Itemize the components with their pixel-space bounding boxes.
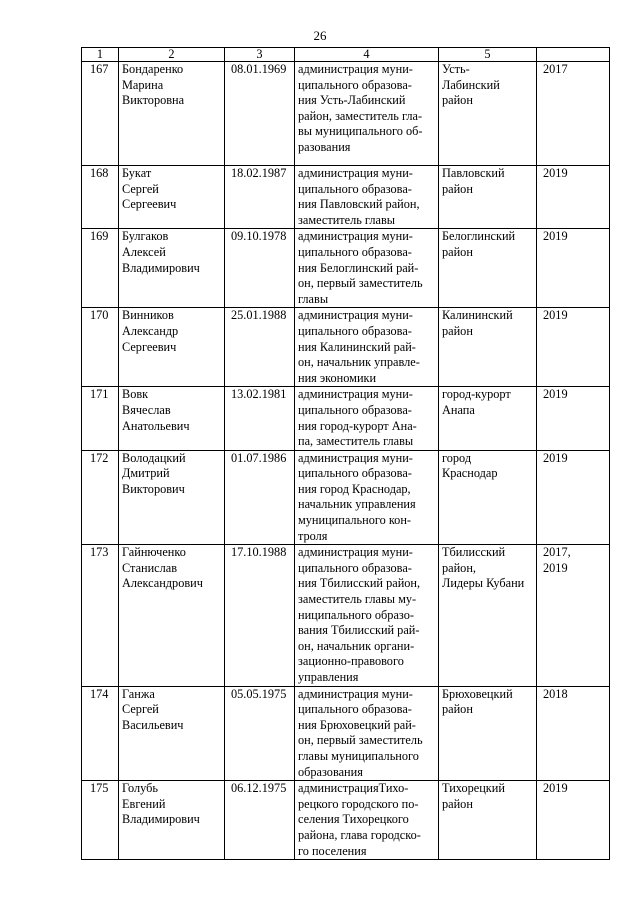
table-row (82, 308, 610, 387)
full-name-cell: Володацкий Дмитрий Викторович (119, 450, 225, 545)
municipality-cell: город-курорт Анапа (439, 387, 537, 450)
organization-position-cell: администрация муни- ципального образова- ния Брюховецкий рай- он, первый заместитель главы муниципального образования (295, 686, 439, 781)
organization-position-cell: администрация муни- ципального образова- ния Павловский район, заместитель главы (295, 166, 439, 229)
birth-date-cell: 17.10.1988 (225, 545, 295, 686)
row-number-cell: 171 (82, 387, 119, 450)
year-cell: 2019 (537, 229, 610, 308)
year-cell: 2019 (537, 166, 610, 229)
table-body (82, 62, 610, 860)
column-header-6 (537, 48, 610, 62)
column-number-row (82, 48, 610, 62)
column-header-5: 5 (439, 48, 537, 62)
municipality-cell: Калининский район (439, 308, 537, 387)
full-name-cell: Букат Сергей Сергеевич (119, 166, 225, 229)
row-number-cell: 173 (82, 545, 119, 686)
table-row (82, 62, 610, 166)
year-cell: 2017 (537, 62, 610, 166)
row-number-cell: 170 (82, 308, 119, 387)
birth-date-cell: 06.12.1975 (225, 781, 295, 860)
row-number-cell: 175 (82, 781, 119, 860)
row-number-cell: 169 (82, 229, 119, 308)
full-name-cell: Гайнюченко Станислав Александрович (119, 545, 225, 686)
municipality-cell: город Краснодар (439, 450, 537, 545)
table-row (82, 450, 610, 545)
birth-date-cell: 18.02.1987 (225, 166, 295, 229)
year-cell: 2018 (537, 686, 610, 781)
row-number-cell: 167 (82, 62, 119, 166)
municipality-cell: Тихорецкий район (439, 781, 537, 860)
row-number-cell: 174 (82, 686, 119, 781)
birth-date-cell: 08.01.1969 (225, 62, 295, 166)
birth-date-cell: 25.01.1988 (225, 308, 295, 387)
table-row (82, 387, 610, 450)
municipality-cell: Усть- Лабинский район (439, 62, 537, 166)
full-name-cell: Вовк Вячеслав Анатольевич (119, 387, 225, 450)
birth-date-cell: 01.07.1986 (225, 450, 295, 545)
full-name-cell: Булгаков Алексей Владимирович (119, 229, 225, 308)
full-name-cell: Бондаренко Марина Викторовна (119, 62, 225, 166)
municipality-cell: Брюховецкий район (439, 686, 537, 781)
municipality-cell: Павловский район (439, 166, 537, 229)
year-cell: 2019 (537, 387, 610, 450)
organization-position-cell: администрация муни- ципального образова- ния Калининский рай- он, начальник управле- ния экономики (295, 308, 439, 387)
row-number-cell: 172 (82, 450, 119, 545)
year-cell: 2019 (537, 781, 610, 860)
year-cell: 2019 (537, 450, 610, 545)
organization-position-cell: администрация муни- ципального образова- ния город Краснодар, начальник управления муниципального кон- троля (295, 450, 439, 545)
column-header-1: 1 (82, 48, 119, 62)
column-header-2: 2 (119, 48, 225, 62)
personnel-table (81, 47, 610, 860)
organization-position-cell: администрация муни- ципального образова- ния Тбилисский район, заместитель главы му- ниципального образо- вания Тбилисский рай- он, начальник органи- зационно-правового управления (295, 545, 439, 686)
birth-date-cell: 05.05.1975 (225, 686, 295, 781)
column-header-4: 4 (295, 48, 439, 62)
organization-position-cell: администрацияТихо- рецкого городского по- селения Тихорецкого района, глава городско- го поселения (295, 781, 439, 860)
table-row (82, 166, 610, 229)
full-name-cell: Винников Александр Сергеевич (119, 308, 225, 387)
birth-date-cell: 09.10.1978 (225, 229, 295, 308)
row-number-cell: 168 (82, 166, 119, 229)
municipality-cell: Белоглинский район (439, 229, 537, 308)
year-cell: 2019 (537, 308, 610, 387)
page-number: 26 (313, 28, 327, 43)
table-row (82, 686, 610, 781)
organization-position-cell: администрация муни- ципального образова- ния город-курорт Ана- па, заместитель главы (295, 387, 439, 450)
year-cell: 2017, 2019 (537, 545, 610, 686)
birth-date-cell: 13.02.1981 (225, 387, 295, 450)
full-name-cell: Голубь Евгений Владимирович (119, 781, 225, 860)
table-row (82, 229, 610, 308)
full-name-cell: Ганжа Сергей Васильевич (119, 686, 225, 781)
column-header-3: 3 (225, 48, 295, 62)
table-row (82, 545, 610, 686)
municipality-cell: Тбилисский район, Лидеры Кубани (439, 545, 537, 686)
table-row (82, 781, 610, 860)
organization-position-cell: администрация муни- ципального образова- ния Усть-Лабинский район, заместитель гла- вы муниципального об- разования (295, 62, 439, 166)
organization-position-cell: администрация муни- ципального образова- ния Белоглинский рай- он, первый заместитель главы (295, 229, 439, 308)
